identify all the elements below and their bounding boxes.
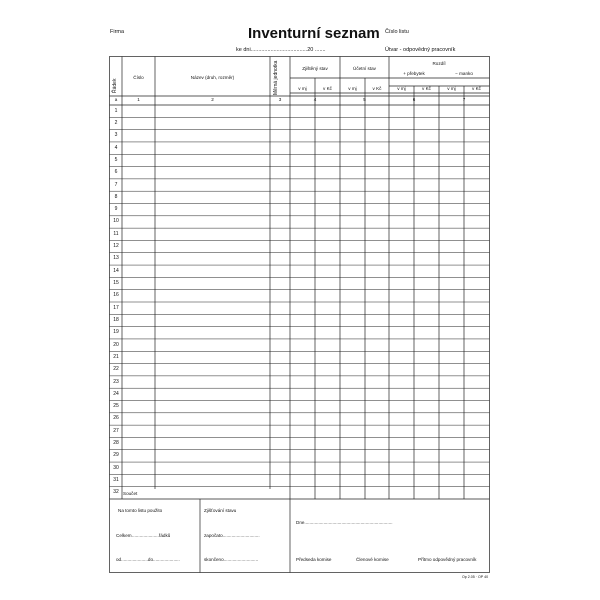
col-rozdil: Rozdíl [432, 61, 446, 66]
col-radek: Řádek [112, 78, 118, 93]
row-number: 5 [114, 156, 118, 163]
date-field: Dne..................................................................... [296, 520, 393, 525]
row-number: 27 [113, 427, 119, 434]
index-1: 1 [137, 97, 140, 102]
row-number: 20 [113, 341, 119, 348]
row-number: 30 [113, 464, 119, 471]
row-number: 26 [113, 415, 119, 422]
col-prebytek: + přebytek [403, 71, 425, 76]
sub-v-mj: v mj [397, 86, 406, 91]
department-label: Útvar - odpovědný pracovník [385, 47, 456, 53]
index-7: 7 [462, 97, 466, 102]
col-nazev: Název (druh, rozměr) [190, 75, 235, 80]
form-code: Op 2.05 · OP 40 [462, 575, 489, 579]
sub-v-mj: v mj [348, 86, 357, 91]
date-line: ke dni.....................................20 ....... [236, 47, 326, 53]
index-6: 6 [412, 97, 416, 102]
row-number: 18 [113, 316, 119, 323]
sub-v-mj: v mj [298, 86, 307, 91]
sub-v-kc: v Kč [472, 86, 481, 91]
row-number: 10 [113, 218, 119, 225]
firm-label: Firma [110, 29, 125, 35]
row-number: 8 [114, 193, 118, 200]
row-number: 16 [113, 292, 119, 299]
chairman-label: Předseda komise [296, 557, 332, 562]
sub-v-kc: v Kč [323, 86, 332, 91]
row-number: 13 [113, 255, 119, 262]
row-number: 21 [113, 353, 119, 360]
members-label: Členové komise [356, 557, 389, 562]
used-label: Na tomto listu použito [118, 508, 163, 513]
row-number: 14 [113, 267, 119, 274]
total-label: Celkem [116, 533, 132, 538]
row-number: 15 [113, 280, 119, 287]
row-number: 12 [113, 243, 119, 250]
row-number: 17 [113, 304, 119, 311]
row-number: 7 [114, 181, 118, 188]
index-5: 5 [363, 97, 366, 102]
row-number: 32 [113, 489, 119, 496]
index-4: 4 [313, 97, 317, 102]
row-number: 6 [114, 169, 118, 176]
index-3: 3 [278, 97, 282, 102]
row-number: 25 [113, 403, 119, 410]
sheet-number-label: Číslo listu [385, 29, 409, 35]
index-a: a [114, 97, 118, 102]
from-to-label: od.....................do..................... [116, 557, 180, 562]
row-number: 24 [113, 390, 119, 397]
row-number: 23 [113, 378, 119, 385]
col-manko: − manko [455, 71, 473, 76]
col-zjisteny-stav: Zjištěný stav [302, 66, 328, 71]
sub-v-kc: v Kč [372, 86, 382, 91]
row-number: 19 [113, 329, 119, 336]
sub-v-kc: v Kč [422, 86, 431, 91]
col-cislo: Číslo [133, 75, 144, 80]
row-number: 9 [114, 206, 118, 213]
col-ucetni-stav: Účetní stav [353, 66, 376, 71]
sub-v-mj: v mj [447, 86, 456, 91]
row-number: 1 [114, 107, 118, 114]
row-number: 22 [113, 366, 119, 373]
sum-label: Součet [123, 491, 138, 496]
row-number: 4 [114, 144, 118, 151]
row-number: 28 [113, 440, 119, 447]
page-title: Inventurní seznam [248, 25, 380, 42]
started-label: započato............................. [204, 533, 260, 538]
rows-label: .....................řádků [132, 533, 171, 538]
row-number: 2 [114, 119, 118, 126]
row-number: 3 [114, 132, 118, 139]
finished-label: skončeno........................... [204, 557, 259, 562]
index-2: 2 [211, 97, 214, 102]
signature-label: Přítmo odpovědný pracovník [418, 557, 477, 562]
detection-label: Zjišťování stavu [204, 508, 237, 513]
row-number: 29 [113, 452, 119, 459]
col-merna-jednotka: Měrná jednotka [273, 60, 279, 95]
row-number: 11 [113, 230, 119, 237]
row-number: 31 [113, 477, 119, 484]
